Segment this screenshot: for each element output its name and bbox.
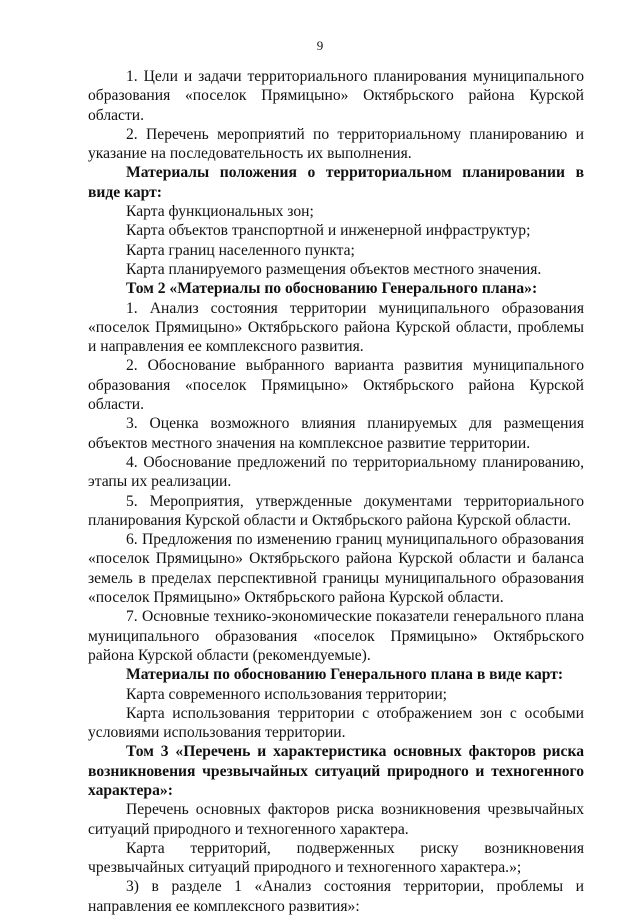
paragraph: 7. Основные технико-экономические показатели генерального плана муниципального образования «поселок Прямицыно» Октябрьского района Курской области (рекомендуемые). <box>88 608 584 664</box>
paragraph: 1. Цели и задачи территориального планирования муниципального образования «поселок Прямицыно» Октябрьского района Курской области. <box>88 68 584 124</box>
list-item: Карта современного использования территории; <box>126 685 448 703</box>
paragraph: 1. Анализ состояния территории муниципального образования «поселок Прямицыно» Октябрьского района Курской области, проблемы и направления ее комплексного развития. <box>88 299 584 356</box>
page-number: 9 <box>316 38 324 53</box>
list-item: Карта функциональных зон; <box>126 203 314 221</box>
section-heading: Материалы по обоснованию Генерального плана в виде карт: <box>126 666 564 684</box>
paragraph: 5. Мероприятия, утвержденные документами территориального планирования Курской области и Октябрьского района Курской области. <box>88 492 584 529</box>
list-item: Карта границ населенного пункта; <box>126 241 355 259</box>
paragraph: Перечень основных факторов риска возникновения чрезвычайных ситуаций природного и техногенного характера. <box>88 801 584 838</box>
paragraph: 2. Перечень мероприятий по территориальному планированию и указание на последовательность их выполнения. <box>88 125 584 163</box>
paragraph: 3. Оценка возможного влияния планируемых для размещения объектов местного значения на комплексное развитие территории. <box>88 415 584 452</box>
paragraph: 3) в разделе 1 «Анализ состояния территории, проблемы и направления ее комплексного развития»: <box>88 878 584 915</box>
paragraph: 6. Предложения по изменению границ муниципального образования «поселок Прямицыно» Октябрьского района Курской области и баланса земель в пределах перспективной границы муниципального образования «поселок Прямицыно» Октябрьского района Курской области. <box>88 531 584 607</box>
section-heading: Материалы положения о территориальном планировании в виде карт: <box>88 164 584 201</box>
document-body <box>88 67 584 916</box>
paragraph: 4. Обоснование предложений по территориальному планированию, этапы их реализации. <box>88 453 584 491</box>
paragraph: Карта территорий, подверженных риску возникновения чрезвычайных ситуаций природного и техногенного характера.»; <box>88 839 584 877</box>
paragraph: 2. Обоснование выбранного варианта развития муниципального образования «поселок Прямицыно» Октябрьского района Курской области. <box>88 357 584 414</box>
list-item: Карта объектов транспортной и инженерной инфраструктур; <box>126 222 531 240</box>
section-heading: Том 2 «Материалы по обоснованию Генерального плана»: <box>126 280 538 298</box>
list-item: Карта планируемого размещения объектов местного значения. <box>126 260 542 278</box>
paragraph: Карта использования территории с отображением зон с особыми условиями использования территории. <box>88 704 584 742</box>
section-heading: Том 3 «Перечень и характеристика основных факторов риска возникновения чрезвычайных ситуаций природного и техногенного характера»: <box>88 743 584 799</box>
